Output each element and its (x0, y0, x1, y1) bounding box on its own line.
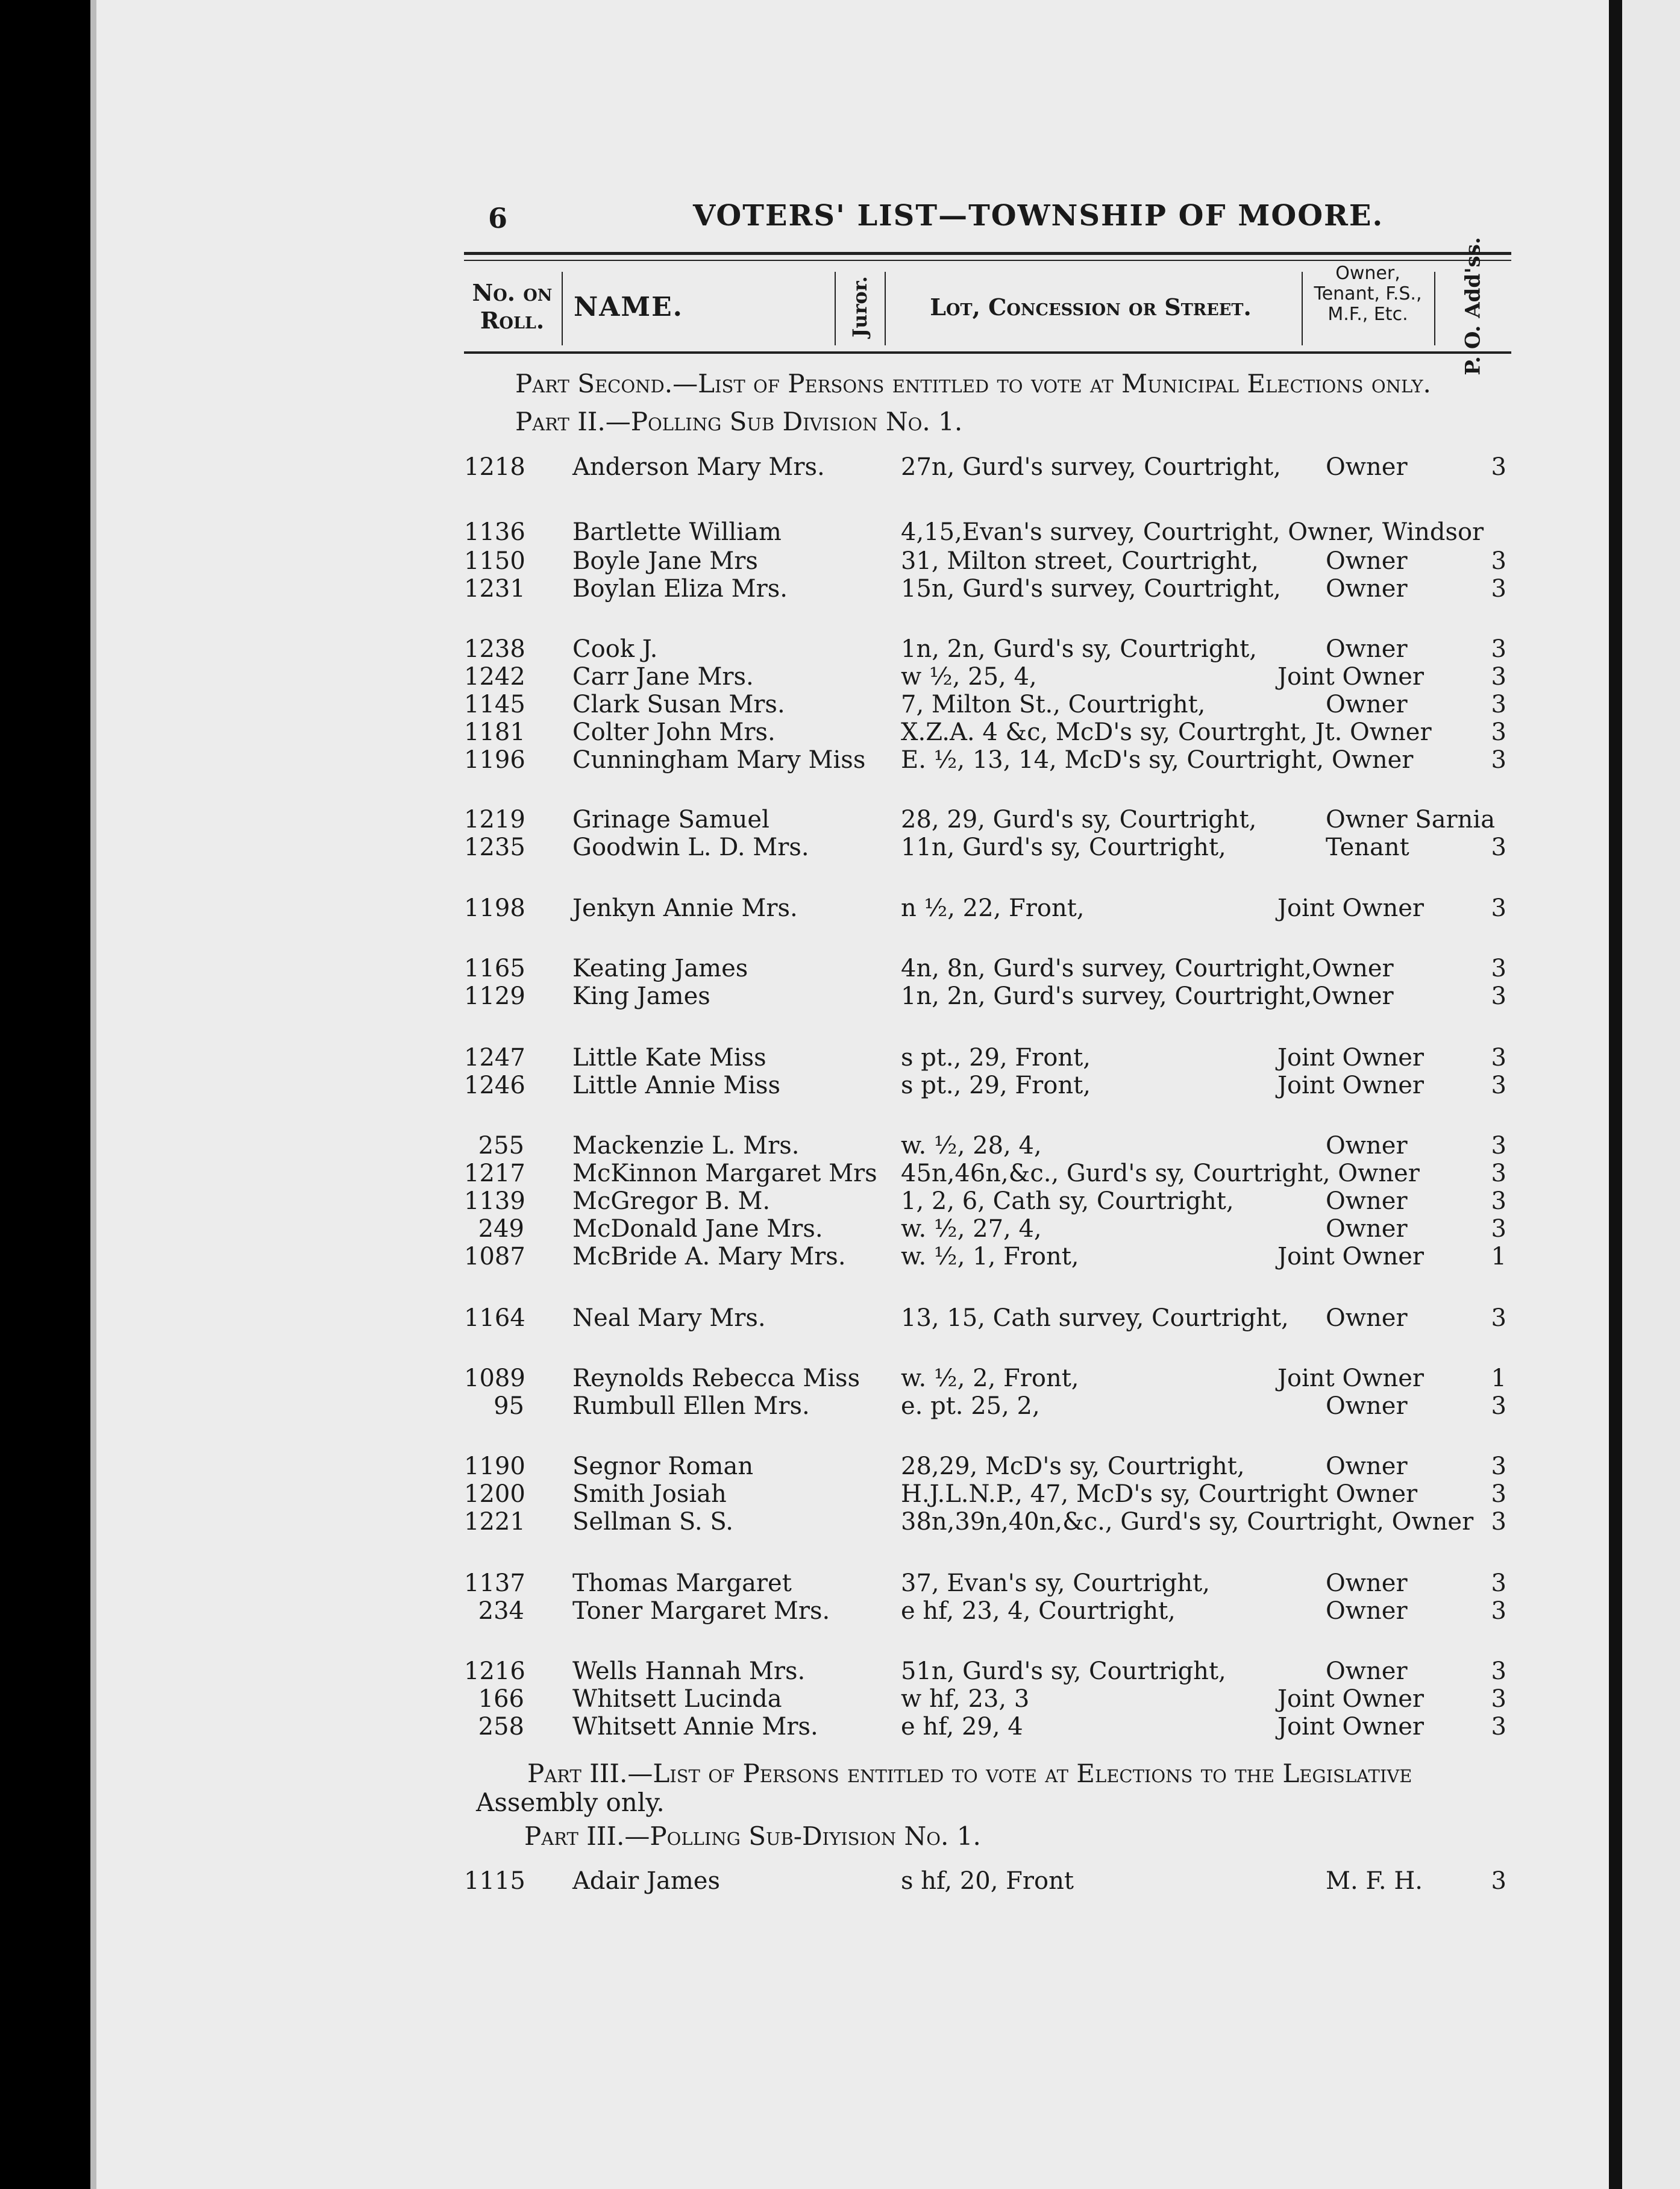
table-row (0, 1215, 1680, 1243)
lot-concession: 38n,39n,40n,&c., Gurd's sy, Courtright, Owner (901, 1508, 1474, 1536)
voter-name: Smith Josiah (572, 1480, 727, 1508)
voter-name: Jenkyn Annie Mrs. (572, 894, 798, 922)
owner-status: Joint Owner (1277, 663, 1425, 691)
table-row (0, 1160, 1680, 1187)
po-address: 3 (1491, 453, 1506, 481)
voter-name: Little Kate Miss (572, 1044, 766, 1072)
po-address: 3 (1491, 1453, 1506, 1480)
po-address: 3 (1491, 691, 1506, 718)
header-no-on-roll: No. on Roll. (472, 279, 553, 334)
lot-concession: 7, Milton St., Courtright, (901, 691, 1206, 718)
po-address: 3 (1491, 575, 1506, 603)
roll-number: 1235 (464, 834, 525, 861)
po-address: 3 (1491, 746, 1506, 774)
table-row (0, 691, 1680, 718)
owner-status: Owner (1326, 1132, 1408, 1160)
table-row (0, 1132, 1680, 1160)
table-row (0, 894, 1680, 922)
lot-concession: w. ½, 27, 4, (901, 1215, 1042, 1243)
voter-name: Whitsett Annie Mrs. (572, 1713, 818, 1741)
table-row (0, 1480, 1680, 1508)
header-owner-status: Owner, Tenant, F.S., M.F., Etc. (1314, 263, 1422, 325)
lot-concession: 28, 29, Gurd's sy, Courtright, (901, 806, 1257, 834)
lot-concession: 11n, Gurd's sy, Courtright, (901, 834, 1226, 861)
table-row (0, 1072, 1680, 1099)
lot-concession: 4,15,Evan's survey, Courtright, Owner, Windsor (901, 518, 1484, 546)
lot-concession: 45n,46n,&c., Gurd's sy, Courtright, Owner (901, 1160, 1420, 1187)
po-address: 3 (1491, 1657, 1506, 1685)
roll-number: 1136 (464, 518, 525, 546)
voter-name: Segnor Roman (572, 1453, 754, 1480)
lot-concession: 28,29, McD's sy, Courtright, (901, 1453, 1245, 1480)
owner-status: Owner (1326, 1657, 1408, 1685)
roll-number: 95 (494, 1392, 524, 1420)
owner-status: Tenant (1326, 834, 1409, 861)
roll-number: 1089 (464, 1365, 525, 1392)
lot-concession: 4n, 8n, Gurd's survey, Courtright,Owner (901, 955, 1394, 982)
roll-number: 1247 (464, 1044, 525, 1072)
po-address: 3 (1491, 1215, 1506, 1243)
owner-status: Owner (1326, 635, 1408, 663)
owner-status: Owner (1326, 1304, 1408, 1332)
roll-number: 249 (478, 1215, 524, 1243)
voter-name: King James (572, 982, 710, 1010)
roll-number: 1216 (464, 1657, 525, 1685)
voter-name: Anderson Mary Mrs. (572, 453, 825, 481)
table-row (0, 1392, 1680, 1420)
voter-name: Bartlette William (572, 518, 782, 546)
voter-name: McKinnon Margaret Mrs (572, 1160, 877, 1187)
lot-concession: 13, 15, Cath survey, Courtright, (901, 1304, 1289, 1332)
owner-status: Owner (1326, 1597, 1408, 1625)
voter-name: McBride A. Mary Mrs. (572, 1243, 846, 1270)
roll-number: 1217 (464, 1160, 525, 1187)
table-row (0, 1713, 1680, 1741)
po-address: 3 (1491, 1480, 1506, 1508)
po-address: 3 (1491, 718, 1506, 746)
table-row (0, 982, 1680, 1010)
owner-status: Owner (1326, 547, 1408, 575)
lot-concession: 31, Milton street, Courtright, (901, 547, 1259, 575)
voter-name: Mackenzie L. Mrs. (572, 1132, 800, 1160)
part3-subtitle: Part III.—Polling Sub-Diyision No. 1. (524, 1821, 981, 1851)
voter-name: Rumbull Ellen Mrs. (572, 1392, 810, 1420)
po-address: 3 (1491, 834, 1506, 861)
roll-number: 1242 (464, 663, 525, 691)
table-row (0, 635, 1680, 663)
roll-number: 166 (478, 1685, 524, 1713)
part3-title-cont: Assembly only. (476, 1788, 665, 1817)
po-address: 3 (1491, 663, 1506, 691)
table-row (0, 575, 1680, 603)
lot-concession: w ½, 25, 4, (901, 663, 1037, 691)
lot-concession: e hf, 23, 4, Courtright, (901, 1597, 1176, 1625)
roll-number: 1200 (464, 1480, 525, 1508)
po-address: 3 (1491, 635, 1506, 663)
lot-concession: s hf, 20, Front (901, 1867, 1074, 1895)
po-address: 3 (1491, 1392, 1506, 1420)
lot-concession: e hf, 29, 4 (901, 1713, 1023, 1741)
roll-number: 1231 (464, 575, 525, 603)
roll-number: 1139 (464, 1187, 525, 1215)
lot-concession: w. ½, 28, 4, (901, 1132, 1042, 1160)
po-address: 3 (1491, 1132, 1506, 1160)
po-address: 3 (1491, 955, 1506, 982)
roll-number: 1115 (464, 1867, 525, 1895)
roll-number: 1219 (464, 806, 525, 834)
po-address: 3 (1491, 894, 1506, 922)
lot-concession: 1, 2, 6, Cath sy, Courtright, (901, 1187, 1234, 1215)
voter-name: Colter John Mrs. (572, 718, 776, 746)
voter-name: Goodwin L. D. Mrs. (572, 834, 809, 861)
roll-number: 1164 (464, 1304, 525, 1332)
table-row (0, 453, 1680, 481)
lot-concession: e. pt. 25, 2, (901, 1392, 1040, 1420)
voter-name: McDonald Jane Mrs. (572, 1215, 823, 1243)
owner-status: Joint Owner (1277, 1072, 1425, 1099)
lot-concession: 27n, Gurd's survey, Courtright, (901, 453, 1281, 481)
table-row (0, 518, 1680, 546)
owner-status: Owner (1326, 453, 1408, 481)
po-address: 1 (1491, 1243, 1506, 1270)
header-lot: Lot, Concession or Street. (930, 293, 1252, 321)
po-address: 3 (1491, 547, 1506, 575)
voter-name: Cunningham Mary Miss (572, 746, 866, 774)
lot-concession: 37, Evan's sy, Courtright, (901, 1569, 1210, 1597)
owner-status: Joint Owner (1277, 1685, 1425, 1713)
owner-status: M. F. H. (1326, 1867, 1423, 1895)
roll-number: 1145 (464, 691, 525, 718)
voter-name: Clark Susan Mrs. (572, 691, 785, 718)
voter-name: Neal Mary Mrs. (572, 1304, 766, 1332)
table-row (0, 1187, 1680, 1215)
roll-number: 1165 (464, 955, 525, 982)
po-address: 3 (1491, 1160, 1506, 1187)
roll-number: 1190 (464, 1453, 525, 1480)
voter-name: McGregor B. M. (572, 1187, 771, 1215)
lot-concession: E. ½, 13, 14, McD's sy, Courtright, Owner (901, 746, 1414, 774)
owner-status: Owner (1326, 1215, 1408, 1243)
roll-number: 255 (478, 1132, 524, 1160)
po-address: 3 (1491, 1569, 1506, 1597)
owner-status: Owner (1326, 1187, 1408, 1215)
lot-concession: w. ½, 1, Front, (901, 1243, 1079, 1270)
lot-concession: w. ½, 2, Front, (901, 1365, 1079, 1392)
po-address: 3 (1491, 1867, 1506, 1895)
po-address: 3 (1491, 1044, 1506, 1072)
roll-number: 1221 (464, 1508, 525, 1536)
voter-name: Adair James (572, 1867, 720, 1895)
table-row (0, 547, 1680, 575)
voter-name: Sellman S. S. (572, 1508, 734, 1536)
roll-number: 1129 (464, 982, 525, 1010)
owner-status: Owner (1326, 1392, 1408, 1420)
owner-status: Owner (1326, 1453, 1408, 1480)
po-address: 3 (1491, 1713, 1506, 1741)
po-address: 3 (1491, 982, 1506, 1010)
lot-concession: s pt., 29, Front, (901, 1072, 1091, 1099)
table-row (0, 834, 1680, 861)
table-row (0, 1453, 1680, 1480)
voter-name: Thomas Margaret (572, 1569, 792, 1597)
owner-status: Owner (1326, 575, 1408, 603)
roll-number: 1087 (464, 1243, 525, 1270)
voter-name: Wells Hannah Mrs. (572, 1657, 806, 1685)
header-po-cell (1435, 237, 1511, 375)
voter-name: Reynolds Rebecca Miss (572, 1365, 860, 1392)
po-address: 3 (1491, 1597, 1506, 1625)
lot-concession: X.Z.A. 4 &c, McD's sy, Courtrght, Jt. Owner (901, 718, 1432, 746)
table-row (0, 1508, 1680, 1536)
voter-name: Little Annie Miss (572, 1072, 781, 1099)
table-row (0, 1365, 1680, 1392)
po-address: 3 (1491, 1685, 1506, 1713)
part2-title: Part Second.—List of Persons entitled to vote at Municipal Elections only. (515, 369, 1431, 398)
roll-number: 1137 (464, 1569, 525, 1597)
voter-name: Grinage Samuel (572, 806, 769, 834)
table-row (0, 1867, 1680, 1895)
voter-name: Keating James (572, 955, 748, 982)
voter-name: Toner Margaret Mrs. (572, 1597, 830, 1625)
page-title: VOTERS' LIST—TOWNSHIP OF MOORE. (693, 199, 1384, 233)
table-row (0, 746, 1680, 774)
header-po-address: P. O. Add'ss. (1461, 237, 1485, 375)
lot-concession: 1n, 2n, Gurd's sy, Courtright, (901, 635, 1257, 663)
voter-name: Whitsett Lucinda (572, 1685, 782, 1713)
part2-subtitle: Part II.—Polling Sub Division No. 1. (515, 407, 963, 436)
page-number: 6 (488, 202, 508, 234)
owner-status: Joint Owner (1277, 1713, 1425, 1741)
table-row (0, 1243, 1680, 1270)
roll-number: 1198 (464, 894, 525, 922)
roll-number: 1238 (464, 635, 525, 663)
owner-status: Owner (1326, 1569, 1408, 1597)
roll-number: 258 (478, 1713, 524, 1741)
table-row (0, 1685, 1680, 1713)
lot-concession: 51n, Gurd's sy, Courtright, (901, 1657, 1226, 1685)
roll-number: 1246 (464, 1072, 525, 1099)
roll-number: 1218 (464, 453, 525, 481)
table-row (0, 955, 1680, 982)
header-juror: Juror. (848, 276, 872, 338)
roll-number: 1181 (464, 718, 525, 746)
po-address: 1 (1491, 1365, 1506, 1392)
po-address: 3 (1491, 1072, 1506, 1099)
header-name: NAME. (574, 291, 683, 322)
table-row (0, 1569, 1680, 1597)
table-row (0, 663, 1680, 691)
lot-concession: w hf, 23, 3 (901, 1685, 1030, 1713)
voter-name: Boylan Eliza Mrs. (572, 575, 788, 603)
owner-status: Owner Sarnia (1326, 806, 1496, 834)
lot-concession: n ½, 22, Front, (901, 894, 1085, 922)
owner-status: Owner (1326, 691, 1408, 718)
table-row (0, 1044, 1680, 1072)
table-row (0, 806, 1680, 834)
table-row (0, 1597, 1680, 1625)
voter-name: Cook J. (572, 635, 658, 663)
lot-concession: H.J.L.N.P., 47, McD's sy, Courtright Owner (901, 1480, 1418, 1508)
lot-concession: 1n, 2n, Gurd's survey, Courtright,Owner (901, 982, 1394, 1010)
owner-status: Joint Owner (1277, 894, 1425, 922)
owner-status: Joint Owner (1277, 1044, 1425, 1072)
table-row (0, 718, 1680, 746)
roll-number: 1196 (464, 746, 525, 774)
voter-name: Carr Jane Mrs. (572, 663, 754, 691)
po-address: 3 (1491, 1187, 1506, 1215)
table-row (0, 1657, 1680, 1685)
roll-number: 234 (478, 1597, 524, 1625)
roll-number: 1150 (464, 547, 525, 575)
po-address: 3 (1491, 1508, 1506, 1536)
header-juror-cell (836, 262, 884, 351)
lot-concession: 15n, Gurd's survey, Courtright, (901, 575, 1281, 603)
column-header (464, 237, 1511, 375)
table-row (0, 1304, 1680, 1332)
po-address: 3 (1491, 1304, 1506, 1332)
lot-concession: s pt., 29, Front, (901, 1044, 1091, 1072)
owner-status: Joint Owner (1277, 1243, 1425, 1270)
owner-status: Joint Owner (1277, 1365, 1425, 1392)
part3-title: Part III.—List of Persons entitled to vote at Elections to the Legislative (527, 1759, 1412, 1788)
voter-name: Boyle Jane Mrs (572, 547, 758, 575)
